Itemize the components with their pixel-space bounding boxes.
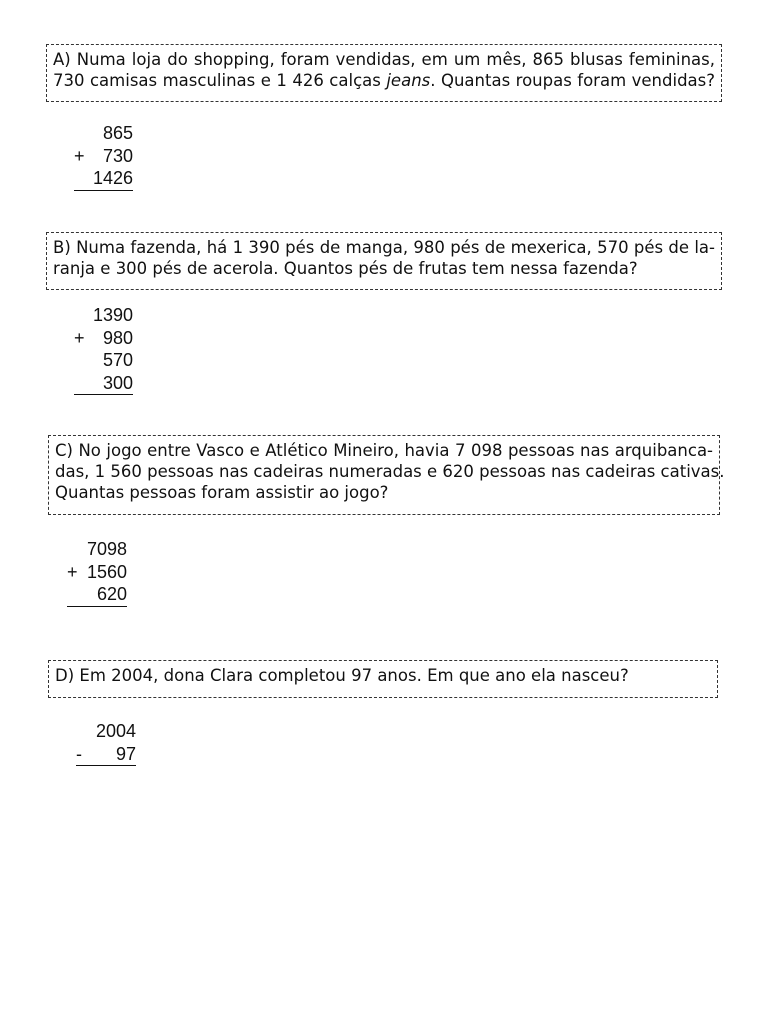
calc-c-row (67, 561, 127, 584)
calc-c-row (67, 583, 127, 607)
calc-c-row (67, 538, 127, 561)
calc-b-row (74, 304, 133, 327)
question-b-label: B) (53, 238, 71, 257)
calc-a-num: 1426 (92, 168, 133, 188)
question-a-label: A) (53, 50, 71, 69)
calc-b-num: 980 (102, 327, 133, 348)
question-a-line-2 (53, 70, 715, 91)
calculation-c (67, 538, 127, 607)
calc-c-op: + (67, 561, 78, 582)
calculation-d (76, 720, 136, 766)
question-a-line-1 (53, 49, 715, 70)
question-a-box (46, 44, 722, 102)
calc-a-row (74, 122, 133, 145)
calc-c-num: 620 (96, 584, 127, 604)
question-c-text-2: das, 1 560 pessoas nas cadeiras numeradas e 620 pessoas nas cadeiras cativas. (55, 462, 725, 481)
question-b-text-1: Numa fazenda, há 1 390 pés de manga, 980 pés de mexerica, 570 pés de la- (76, 238, 715, 257)
calc-d-num: 97 (115, 743, 136, 764)
question-a-text-2: 730 camisas masculinas e 1 426 calças (53, 71, 387, 90)
calc-d-num: 2004 (95, 721, 136, 741)
question-a-text-1: Numa loja do shopping, foram vendidas, em um mês, 865 blusas femininas, (76, 50, 715, 69)
calc-a-num: 865 (102, 123, 133, 143)
calc-d-row (76, 720, 136, 743)
question-d-box (48, 660, 718, 698)
calc-b-row (74, 349, 133, 372)
question-d-label: D) (55, 666, 75, 685)
question-c-text-1: No jogo entre Vasco e Atlético Mineiro, havia 7 098 pessoas nas arquibanca- (78, 441, 714, 460)
calc-b-row (74, 327, 133, 350)
calc-a-num: 730 (102, 145, 133, 166)
calc-a-row (74, 167, 133, 191)
question-b-line-1 (53, 237, 715, 258)
question-c-line-2 (55, 461, 725, 482)
calc-d-row (76, 743, 136, 767)
question-b-line-2 (53, 258, 715, 279)
question-b-text-2: ranja e 300 pés de acerola. Quantos pés de frutas tem nessa fazenda? (53, 259, 638, 278)
question-a-text-3: . Quantas roupas foram vendidas? (430, 71, 716, 90)
calc-a-row (74, 145, 133, 168)
calc-a-op: + (74, 145, 85, 166)
calc-d-op: - (76, 743, 82, 764)
question-d-text-1: Em 2004, dona Clara completou 97 anos. Em que ano ela nasceu? (79, 666, 629, 685)
question-b-box (46, 232, 722, 290)
question-d-line-1 (55, 665, 711, 686)
calculation-a (74, 122, 133, 191)
calc-b-row (74, 372, 133, 396)
question-a-italic-word: jeans (386, 71, 431, 90)
question-c-text-3: Quantas pessoas foram assistir ao jogo? (55, 483, 389, 502)
question-c-line-1 (55, 440, 713, 461)
calc-b-op: + (74, 327, 85, 348)
calculation-b (74, 304, 133, 395)
question-c-box (48, 435, 725, 515)
question-c-line-3 (55, 482, 713, 503)
question-c-label: C) (55, 441, 73, 460)
calc-c-num: 7098 (86, 539, 127, 559)
calc-b-num: 1390 (92, 305, 133, 325)
calc-b-num: 300 (102, 372, 133, 393)
calc-c-num: 1560 (86, 561, 127, 582)
calc-b-num: 570 (102, 350, 133, 370)
